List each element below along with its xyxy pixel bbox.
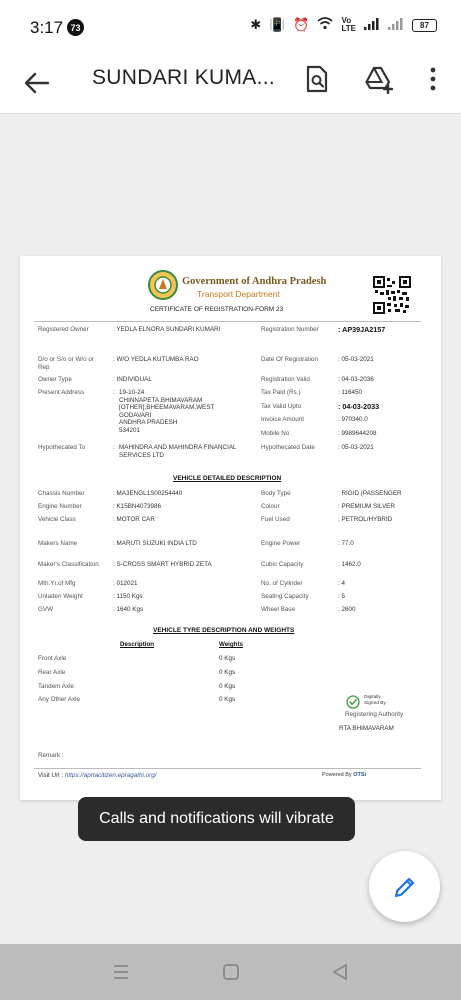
gov-title: Government of Andhra Pradesh bbox=[182, 276, 327, 287]
mobile-no-label: Mobile No bbox=[261, 430, 290, 437]
registration-valid-value: : 04-03-2036 bbox=[338, 376, 374, 383]
address-line: ANDHRA PRADESH bbox=[119, 419, 178, 426]
tax-valid-upto-label: Tax Valid Upto bbox=[261, 403, 302, 410]
status-time: 3:17 bbox=[30, 18, 64, 37]
tyre-weights-header: Weights bbox=[219, 641, 243, 648]
signal-2-icon bbox=[388, 18, 404, 33]
vehicle-field-label: Unladen Weight bbox=[38, 593, 83, 600]
owner-type-value: : INDIVIDUAL bbox=[113, 376, 152, 383]
system-nav-bar bbox=[0, 944, 461, 1000]
vehicle-field-label: Seating Capacity bbox=[261, 593, 309, 600]
remark-label: Remark : bbox=[38, 752, 64, 759]
digitally-label: Digitally bbox=[364, 695, 381, 700]
vehicle-field-value: : MOTOR CAR bbox=[113, 516, 155, 523]
vehicle-field-value: : 5 bbox=[338, 593, 346, 600]
battery-icon: 87 bbox=[412, 19, 437, 32]
vehicle-field-label: Chassis Number bbox=[38, 490, 85, 497]
notification-count-badge: 73 bbox=[67, 19, 84, 36]
otsi-logo: OTSi bbox=[353, 772, 367, 778]
address-line: 534201 bbox=[119, 426, 141, 434]
dept-name: Transport Department bbox=[197, 289, 280, 299]
bluetooth-icon: ✱ bbox=[250, 17, 262, 32]
registration-number-label: Registration Number bbox=[261, 326, 319, 333]
visit-url-link[interactable]: https://aprtacitizen.epragathi.org/ bbox=[64, 772, 157, 779]
registering-authority-label: Registering Authority bbox=[345, 711, 404, 718]
digitally-signed-check-icon bbox=[346, 695, 360, 709]
registered-owner-label: Registered Owner bbox=[38, 326, 89, 333]
registration-valid-label: Registration Valid bbox=[261, 376, 310, 383]
qr-code-icon bbox=[373, 276, 411, 314]
hypothecated-colon: : bbox=[113, 444, 115, 451]
visit-url: Visit Url : https://aprtacitizen.epragathi.org/ bbox=[38, 772, 157, 779]
more-options-icon[interactable] bbox=[418, 64, 448, 94]
relation-value: : W/O YEDLA KUTUMBA RAO bbox=[113, 356, 199, 363]
hypothecated-to-line: MAHINDRA AND MAHINDRA FINANCIAL bbox=[119, 444, 237, 451]
axle-label: Rear Axle bbox=[38, 669, 66, 676]
vehicle-field-value: : PETROL/HYBRID bbox=[338, 516, 393, 523]
date-of-registration-label: Date Of Registration bbox=[261, 356, 319, 363]
axle-label: Any Other Axle bbox=[38, 696, 80, 703]
vehicle-field-label: Vehicle Class bbox=[38, 516, 76, 523]
vehicle-field-value: : 77.0 bbox=[338, 540, 354, 547]
vibrate-icon: 📳 bbox=[269, 17, 286, 32]
vehicle-field-label: Maker's Classification bbox=[38, 561, 99, 568]
axle-weight: 0 Kgs bbox=[219, 669, 236, 676]
hypothecated-to-label: Hypothecated To bbox=[38, 444, 86, 451]
address-line: 19-10-24 bbox=[119, 389, 145, 396]
volte-icon: Vo LTE bbox=[341, 16, 356, 33]
address-colon: : bbox=[113, 389, 115, 396]
registration-number-value: : AP39JA2157 bbox=[338, 325, 386, 334]
vehicle-field-label: Body Type bbox=[261, 490, 291, 497]
vehicle-field-value: : S-CROSS SMART HYBRID ZETA bbox=[113, 561, 212, 568]
document-page[interactable] bbox=[20, 256, 441, 800]
back-nav-icon[interactable] bbox=[330, 962, 350, 982]
signal-icon bbox=[364, 18, 380, 33]
tyre-description-header: Description bbox=[120, 641, 155, 648]
vehicle-field-label: Colour bbox=[261, 503, 280, 510]
certificate-title: CERTIFICATE OF REGISTRATION-FORM 23 bbox=[150, 306, 284, 313]
alarm-icon: ⏰ bbox=[293, 17, 310, 32]
vehicle-field-label: Engine Power bbox=[261, 540, 301, 547]
axle-weight: 0 Kgs bbox=[219, 696, 236, 703]
axle-label: Tandem Axle bbox=[38, 683, 75, 690]
tax-valid-upto-value: : 04-03-2033 bbox=[338, 402, 380, 411]
vehicle-field-value: : 1150 Kgs bbox=[113, 593, 143, 600]
vehicle-field-value: : MA3ENGL1S00254440 bbox=[113, 490, 183, 497]
document-title: SUNDARI KUMA... bbox=[92, 66, 276, 89]
axle-label: Front Axle bbox=[38, 655, 67, 662]
registered-owner-value: : YEDLA ELNORA SUNDARI KUMARI bbox=[113, 326, 221, 333]
vehicle-field-label: Engine Number bbox=[38, 503, 82, 510]
relation-label: D/o or S/o or W/o or Rep bbox=[38, 356, 94, 371]
tax-paid-value: : 116450 bbox=[338, 389, 363, 396]
address-line: GODAVARI bbox=[119, 411, 152, 419]
wifi-icon bbox=[317, 17, 333, 33]
address-line: CHINNAPETA,BHIMAVARAM bbox=[119, 396, 203, 404]
vehicle-field-value: : K15BN4073986 bbox=[113, 503, 161, 510]
axle-weight: 0 Kgs bbox=[219, 683, 236, 690]
signed-by-label: Signed By bbox=[364, 701, 386, 706]
rta-name: RTA BHIMAVARAM bbox=[339, 725, 394, 732]
vehicle-field-value: : 4 bbox=[338, 580, 346, 587]
government-emblem-icon bbox=[148, 270, 178, 300]
toast-message: Calls and notifications will vibrate bbox=[78, 797, 355, 841]
status-bar bbox=[0, 0, 461, 56]
edit-fab-button[interactable] bbox=[369, 851, 440, 922]
vehicle-field-label: Fuel Used bbox=[261, 516, 290, 523]
address-label: Present Address bbox=[38, 389, 85, 396]
address-line: [OTHER],BHEEMAVARAM,WEST bbox=[119, 404, 215, 411]
tax-paid-label: Tax Paid (Rs.) bbox=[261, 389, 301, 396]
pencil-icon bbox=[392, 874, 418, 900]
vehicle-field-value: : 012021 bbox=[113, 580, 138, 587]
vehicle-field-value: : 2600 bbox=[338, 606, 356, 613]
hypothecated-date-label: Hypothecated Date bbox=[261, 444, 315, 451]
status-icons bbox=[250, 17, 437, 33]
vehicle-field-label: Makers Name bbox=[38, 540, 78, 547]
footer-divider bbox=[34, 768, 421, 769]
axle-weight: 0 Kgs bbox=[219, 655, 236, 662]
vehicle-field-label: Mth.Yr.of Mfg bbox=[38, 580, 76, 587]
menu-nav-icon[interactable] bbox=[111, 962, 131, 982]
hypothecated-to-line: SERVICES LTD bbox=[119, 451, 164, 459]
find-in-page-icon[interactable] bbox=[302, 64, 332, 94]
header-divider bbox=[34, 321, 421, 322]
vehicle-field-value: : RIGID (PASSENGER bbox=[338, 490, 402, 497]
home-nav-icon[interactable] bbox=[221, 962, 241, 982]
vehicle-field-value: : PREMIUM SILVER bbox=[338, 503, 395, 510]
invoice-amount-value: : 970340.0 bbox=[338, 416, 368, 423]
owner-type-label: Owner Type bbox=[38, 376, 72, 383]
mobile-no-value: : 9989644208 bbox=[338, 430, 377, 437]
vehicle-field-value: : MARUTI SUZUKI INDIA LTD bbox=[113, 540, 197, 547]
tyre-section-title: VEHICLE TYRE DESCRIPTION AND WEIGHTS bbox=[153, 627, 295, 634]
powered-by-label: Powered By OTSi bbox=[322, 772, 367, 778]
app-bar bbox=[0, 56, 461, 114]
vehicle-field-label: Cubic Capacity bbox=[261, 561, 304, 568]
vehicle-field-label: Wheel Base bbox=[261, 606, 295, 613]
vehicle-field-label: No. of Cylinder bbox=[261, 580, 303, 587]
add-to-drive-icon[interactable] bbox=[364, 64, 394, 94]
invoice-amount-label: Invoice Amount bbox=[261, 416, 305, 423]
date-of-registration-value: : 05-03-2021 bbox=[338, 356, 374, 363]
vehicle-section-title: VEHICLE DETAILED DESCRIPTION bbox=[173, 475, 282, 482]
back-arrow-icon[interactable] bbox=[22, 68, 52, 98]
vehicle-field-value: : 1640 Kgs bbox=[113, 606, 144, 613]
hypothecated-date-value: : 05-03-2021 bbox=[338, 444, 374, 451]
vehicle-field-value: : 1462.0 bbox=[338, 561, 361, 568]
vehicle-field-label: GVW bbox=[38, 606, 54, 613]
